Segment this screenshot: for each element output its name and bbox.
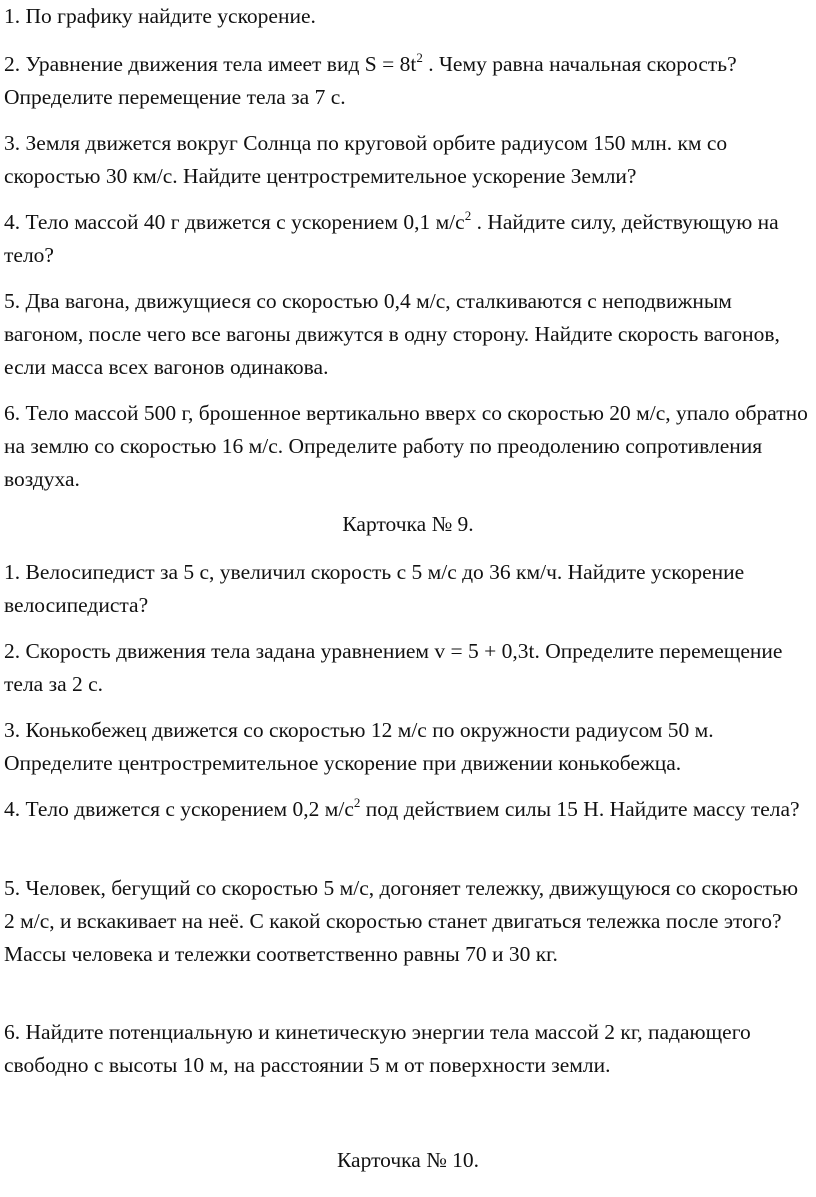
card-9-heading [0, 508, 816, 541]
superscript: 2 [353, 795, 361, 810]
problem-9-2 [4, 635, 810, 701]
problem-text-cont: . Чему равна начальная скорость? Определите перемещение тела за 7 с. [4, 52, 737, 109]
problem-text: 4. Тело движется с ускорением 0,2 м/с [4, 797, 354, 821]
problem-text: 4. Тело массой 40 г движется с ускорением 0,1 м/с [4, 210, 465, 234]
problem-text: 1. По графику найдите ускорение. [4, 4, 316, 28]
problem-text: 2. Скорость движения тела задана уравнением v = 5 + 0,3t. Определите перемещение тела за 2 с. [4, 639, 783, 696]
problem-text: 5. Человек, бегущий со скоростью 5 м/с, догоняет тележку, движущуюся со скоростью 2 м/с, и вскакивает на неё. С какой скоростью станет двигаться тележка после этого? Массы человека и тележки соответственно равны 70 и 30 кг. [4, 876, 799, 966]
problem-8-6 [4, 397, 810, 496]
problem-9-4 [4, 793, 810, 826]
problem-8-1 [4, 0, 810, 33]
problem-text: 3. Конькобежец движется со скоростью 12 м/с по окружности радиусом 50 м. Определите центростремительное ускорение при движении конькобежца. [4, 718, 714, 775]
superscript: 2 [416, 50, 423, 65]
card-heading-text: Карточка № 10. [337, 1148, 479, 1172]
problem-8-4 [4, 206, 810, 272]
problem-text-cont: под действием силы 15 Н. Найдите массу тела? [360, 797, 800, 821]
problem-9-5 [4, 872, 810, 971]
problem-8-5 [4, 285, 810, 384]
problem-9-3 [4, 714, 810, 780]
card-heading-text: Карточка № 9. [342, 512, 474, 536]
problem-text: 1. Велосипедист за 5 с, увеличил скорость с 5 м/с до 36 км/ч. Найдите ускорение велосипедиста? [4, 560, 745, 617]
problem-8-3 [4, 127, 810, 193]
problem-text-cont: . Найдите силу, действующую на тело? [4, 210, 779, 267]
problem-9-6 [4, 1016, 810, 1082]
problem-9-1 [4, 556, 810, 622]
superscript: 2 [464, 208, 472, 223]
problem-8-2 [4, 48, 810, 114]
problem-text: 5. Два вагона, движущиеся со скоростью 0,4 м/с, сталкиваются с неподвижным вагоном, после чего все вагоны движутся в одну сторону. Найдите скорость вагонов, если масса всех вагонов одинакова. [4, 289, 780, 379]
problem-text: 3. Земля движется вокруг Солнца по круговой орбите радиусом 150 млн. км со скоростью 30 км/с. Найдите центростремительное ускорение Земли? [4, 131, 728, 188]
problem-text: 2. Уравнение движения тела имеет вид S = 8t [4, 52, 417, 76]
problem-text: 6. Найдите потенциальную и кинетическую энергии тела массой 2 кг, падающего свободно с высоты 10 м, на расстоянии 5 м от поверхности земли. [4, 1020, 751, 1077]
problem-text: 6. Тело массой 500 г, брошенное вертикально вверх со скоростью 20 м/с, упало обратно на землю со скоростью 16 м/с. Определите работу по преодолению сопротивления воздуха. [4, 401, 808, 491]
card-10-heading [0, 1144, 816, 1177]
